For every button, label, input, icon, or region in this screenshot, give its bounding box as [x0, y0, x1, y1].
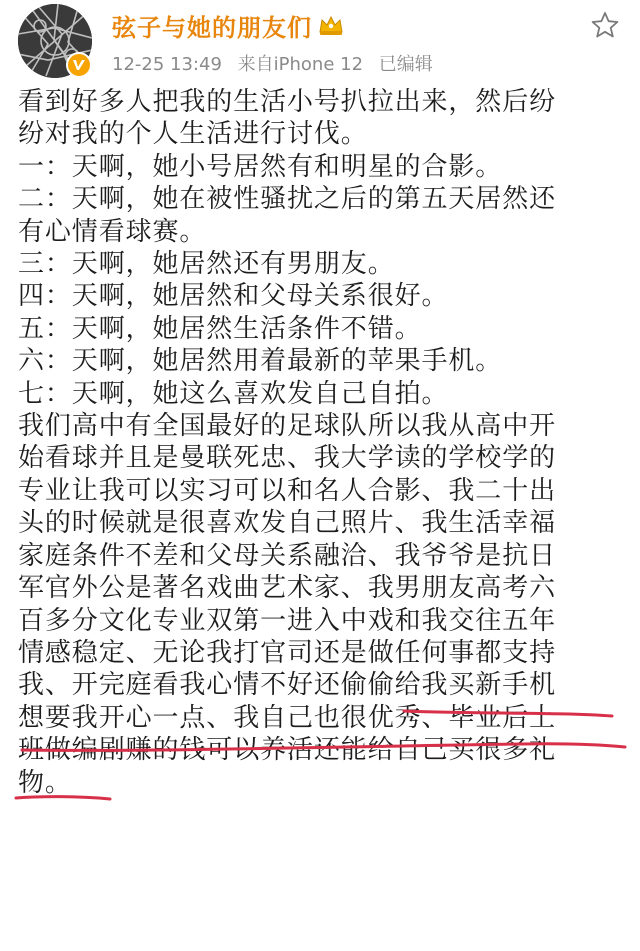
post-line: 我、开完庭看我心情不好还偷偷给我买新手机 [18, 670, 557, 701]
post-line: 班做编剧赚的钱可以养活还能给自己买很多礼 [18, 735, 557, 766]
post-line: 家庭条件不差和父母关系融洽、我爷爷是抗日 [18, 540, 557, 571]
username-link[interactable]: 弦子与她的朋友们 [112, 13, 312, 42]
post-line: 纷对我的个人生活进行讨伐。 [18, 119, 368, 150]
post-line: 头的时候就是很喜欢发自己照片、我生活幸福 [18, 508, 557, 539]
post-line: 二：天啊，她在被性骚扰之后的第五天居然还 [18, 184, 557, 215]
post-text [18, 86, 634, 799]
post-line: 百多分文化专业双第一进入中戏和我交往五年 [18, 605, 557, 636]
post-line: 有心情看球赛。 [18, 216, 207, 247]
post-header [0, 0, 640, 90]
post-line: 三：天啊，她居然还有男朋友。 [18, 249, 395, 280]
post-line: 五：天啊，她居然生活条件不错。 [18, 313, 422, 344]
post-line: 看到好多人把我的生活小号扒拉出来，然后纷 [18, 87, 557, 117]
post-line: 物。 [18, 767, 72, 798]
post-line: 七：天啊，她这么喜欢发自己自拍。 [18, 378, 449, 409]
post-line: 六：天啊，她居然用着最新的苹果手机。 [18, 346, 503, 377]
post-meta [112, 50, 443, 76]
post-timestamp: 12-25 13:49 [112, 54, 222, 75]
username-row [112, 8, 344, 42]
post-line: 军官外公是著名戏曲艺术家、我男朋友高考六 [18, 573, 557, 604]
post-line: 始看球并且是曼联死忠、我大学读的学校学的 [18, 443, 557, 474]
star-outline-icon[interactable] [590, 10, 620, 40]
post-line: 想要我开心一点、我自己也很优秀、毕业后上 [18, 702, 557, 733]
post-line: 我们高中有全国最好的足球队所以我从高中开 [18, 411, 557, 442]
post-line: 情感稳定、无论我打官司还是做任何事都支持 [18, 637, 557, 668]
post-line: 四：天啊，她居然和父母关系很好。 [18, 281, 449, 312]
vip-crown-icon[interactable] [318, 14, 344, 36]
edited-label[interactable]: 已编辑 [378, 54, 433, 75]
verified-v-icon [66, 52, 92, 78]
post-line: 专业让我可以实习可以和名人合影、我二十出 [18, 475, 557, 506]
post-source: 来自iPhone 12 [237, 54, 364, 75]
post-line: 一：天啊，她小号居然有和明星的合影。 [18, 151, 503, 182]
